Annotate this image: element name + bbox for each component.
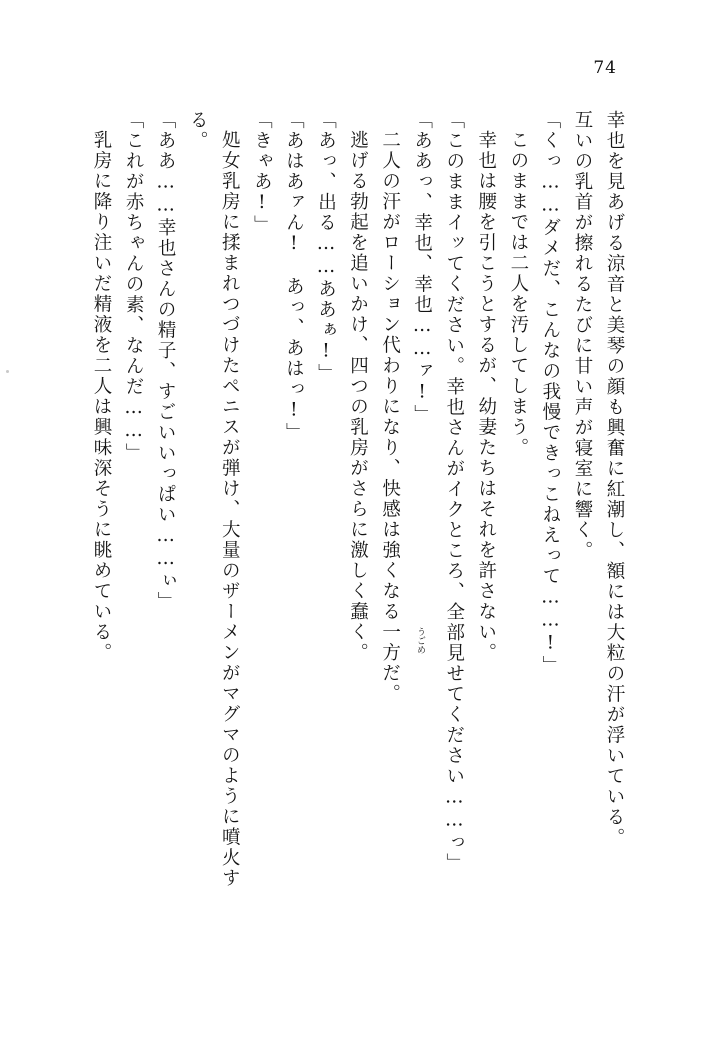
text-line: 乳房に降り注いだ精液を二人は興味深そうに眺めている。: [91, 130, 112, 663]
vertical-text-block: [78, 110, 623, 930]
text-line: 逃げる勃起を追いかけ、四つの乳房がさらに激しく蠢く。: [347, 130, 369, 663]
page-number: 74: [593, 58, 617, 78]
text-line: 互いの乳首が擦れるたびに甘い声が寝室に響く。: [571, 110, 593, 561]
text-line: 「これが赤ちゃんの素、なんだ……」: [123, 110, 145, 464]
text-line: 幸也は腰を引こうとするが、幼妻たちはそれを許さない。: [475, 130, 497, 663]
text-line: 「ああっ、幸也、幸也……ァ!」: [411, 110, 433, 425]
page-edge-speck: [6, 370, 9, 373]
text-line: 「このままイッてください。幸也さんがイクところ、全部見せてください……っ」: [443, 110, 465, 874]
text-line: 「あっ、出る……ああぁ!」: [315, 110, 337, 384]
ruby-annotation: うごめ: [415, 627, 425, 654]
text-line: る。: [187, 110, 209, 151]
text-line: 処女乳房に揉まれつづけたペニスが弾け、大量のザーメンがマグマのように噴火す: [219, 130, 241, 889]
text-line: 幸也を見あげる涼音と美琴の顔も興奮に紅潮し、額には大粒の汗が浮いている。: [604, 110, 625, 848]
text-line: 「くっ……ダメだ、こんなの我慢できっこねえって……!」: [539, 110, 561, 676]
text-line: 「あはあァん! あっ、あはっ!」: [283, 110, 305, 443]
text-line: 「きゃあ!」: [251, 110, 273, 236]
text-line: 二人の汗がローション代わりになり、快感は強くなる一方だ。: [379, 130, 401, 704]
text-line: 「ああ……幸也さんの精子、すごいいっぱい……ぃ」: [155, 110, 177, 612]
text-line: このままでは二人を汚してしまう。: [507, 130, 529, 458]
